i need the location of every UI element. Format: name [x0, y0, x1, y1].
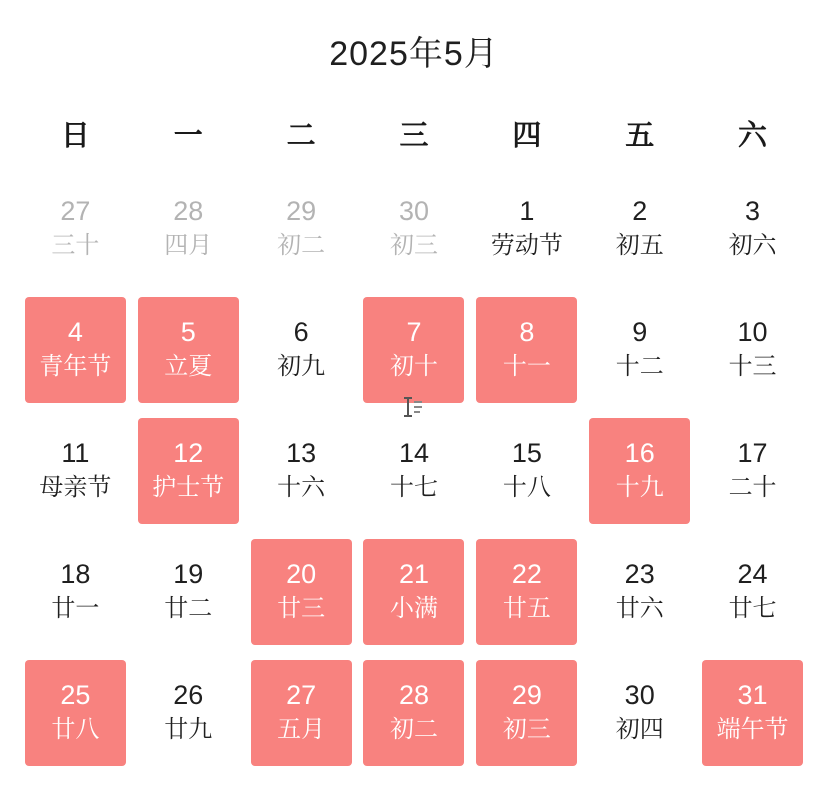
- calendar-day[interactable]: [702, 660, 803, 766]
- day-number: 10: [737, 317, 768, 348]
- day-number: 5: [180, 317, 196, 348]
- day-number: 29: [511, 680, 542, 711]
- calendar-cell[interactable]: [470, 168, 583, 289]
- calendar-cell[interactable]: [19, 168, 132, 289]
- calendar-day[interactable]: [476, 176, 577, 282]
- calendar-cell[interactable]: [358, 410, 471, 531]
- calendar-day[interactable]: [25, 176, 126, 282]
- day-number: 17: [737, 438, 768, 469]
- calendar-day[interactable]: [476, 660, 577, 766]
- day-lunar-label: 廿一: [51, 595, 100, 623]
- day-lunar-label: 三十: [51, 232, 100, 260]
- calendar-day[interactable]: [363, 297, 464, 403]
- day-number: 6: [293, 317, 309, 348]
- day-lunar-label: 小满: [389, 595, 438, 623]
- day-number: 14: [398, 438, 429, 469]
- calendar-day[interactable]: [702, 297, 803, 403]
- day-lunar-label: 初六: [728, 232, 777, 260]
- day-lunar-label: 十九: [615, 474, 664, 502]
- calendar-day[interactable]: [251, 418, 352, 524]
- day-lunar-label: 五月: [277, 716, 326, 744]
- calendar-cell[interactable]: [583, 652, 696, 773]
- calendar-cell[interactable]: [132, 652, 245, 773]
- page-title: 2025年5月: [329, 35, 499, 73]
- calendar-day[interactable]: [138, 539, 239, 645]
- day-lunar-label: 廿五: [502, 595, 551, 623]
- calendar-day[interactable]: [25, 418, 126, 524]
- weekday-wed: 三: [399, 120, 429, 152]
- day-number: 21: [398, 559, 429, 590]
- day-number: 22: [511, 559, 542, 590]
- day-number: 28: [398, 680, 429, 711]
- day-lunar-label: 十三: [728, 353, 777, 381]
- day-lunar-label: 廿六: [615, 595, 664, 623]
- weekday-mon: 一: [173, 120, 203, 152]
- day-number: 18: [60, 559, 91, 590]
- calendar-day[interactable]: [25, 297, 126, 403]
- calendar-cell[interactable]: [696, 531, 809, 652]
- calendar-day[interactable]: [589, 297, 690, 403]
- day-lunar-label: 十八: [502, 474, 551, 502]
- day-lunar-label: 护士节: [152, 474, 225, 502]
- day-number: 27: [60, 196, 91, 227]
- weekday-fri: 五: [625, 120, 655, 152]
- day-number: 8: [519, 317, 535, 348]
- calendar-cell[interactable]: [583, 168, 696, 289]
- calendar-cell[interactable]: [470, 531, 583, 652]
- day-number: 11: [61, 438, 90, 469]
- calendar-day[interactable]: [25, 660, 126, 766]
- day-number: 9: [632, 317, 648, 348]
- day-number: 24: [737, 559, 768, 590]
- day-lunar-label: 母亲节: [39, 474, 112, 502]
- day-number: 27: [286, 680, 317, 711]
- calendar-day[interactable]: [25, 539, 126, 645]
- calendar-day[interactable]: [363, 660, 464, 766]
- weekday-sun: 日: [60, 120, 90, 152]
- calendar-day[interactable]: [251, 660, 352, 766]
- day-lunar-label: 初五: [615, 232, 664, 260]
- day-number: 28: [173, 196, 204, 227]
- calendar-day[interactable]: [363, 539, 464, 645]
- weekday-thu: 四: [512, 120, 542, 152]
- weekday-header-row: [19, 113, 809, 154]
- calendar-cell[interactable]: [470, 652, 583, 773]
- day-lunar-label: 廿二: [164, 595, 213, 623]
- day-number: 26: [173, 680, 204, 711]
- day-lunar-label: 端午节: [716, 716, 789, 744]
- calendar-day[interactable]: [363, 176, 464, 282]
- calendar-cell[interactable]: [245, 168, 358, 289]
- day-lunar-label: 初二: [389, 716, 438, 744]
- day-lunar-label: 立夏: [164, 353, 213, 381]
- calendar-cell[interactable]: [583, 531, 696, 652]
- day-number: 19: [173, 559, 204, 590]
- calendar-day[interactable]: [363, 418, 464, 524]
- day-lunar-label: 二十: [728, 474, 777, 502]
- calendar-day[interactable]: [476, 418, 577, 524]
- calendar-day[interactable]: [702, 418, 803, 524]
- day-number: 12: [173, 438, 204, 469]
- weekday-sat: 六: [738, 120, 768, 152]
- calendar-cell[interactable]: [132, 531, 245, 652]
- day-lunar-label: 初二: [277, 232, 326, 260]
- calendar-day[interactable]: [138, 176, 239, 282]
- calendar-cell[interactable]: [132, 168, 245, 289]
- calendar-grid: [19, 168, 809, 773]
- day-number: 15: [511, 438, 542, 469]
- calendar-cell[interactable]: [245, 410, 358, 531]
- calendar-cell[interactable]: [470, 289, 583, 410]
- day-lunar-label: 十一: [502, 353, 551, 381]
- day-lunar-label: 四月: [164, 232, 213, 260]
- weekday-tue: 二: [286, 120, 316, 152]
- day-number: 30: [398, 196, 429, 227]
- calendar-cell[interactable]: [358, 289, 471, 410]
- calendar-cell[interactable]: [696, 168, 809, 289]
- day-number: 13: [286, 438, 317, 469]
- calendar-cell[interactable]: [19, 289, 132, 410]
- day-lunar-label: 初十: [389, 353, 438, 381]
- calendar-cell[interactable]: [358, 652, 471, 773]
- day-lunar-label: 初三: [502, 716, 551, 744]
- calendar-cell[interactable]: [696, 289, 809, 410]
- day-number: 1: [519, 196, 535, 227]
- day-lunar-label: 初四: [615, 716, 664, 744]
- calendar-cell[interactable]: [358, 168, 471, 289]
- calendar-day[interactable]: [589, 660, 690, 766]
- calendar-day[interactable]: [476, 297, 577, 403]
- day-lunar-label: 十六: [277, 474, 326, 502]
- day-lunar-label: 廿八: [51, 716, 100, 744]
- calendar-cell[interactable]: [19, 410, 132, 531]
- day-number: 25: [60, 680, 91, 711]
- day-number: 31: [737, 680, 768, 711]
- day-number: 29: [286, 196, 317, 227]
- calendar-cell[interactable]: [19, 652, 132, 773]
- calendar-day[interactable]: [251, 539, 352, 645]
- calendar-day[interactable]: [702, 176, 803, 282]
- calendar-cell[interactable]: [19, 531, 132, 652]
- calendar-cell[interactable]: [245, 652, 358, 773]
- day-lunar-label: 青年节: [39, 353, 112, 381]
- calendar-cell[interactable]: [132, 289, 245, 410]
- day-number: 30: [624, 680, 655, 711]
- calendar-cell[interactable]: [245, 531, 358, 652]
- calendar-cell[interactable]: [132, 410, 245, 531]
- day-lunar-label: 廿七: [728, 595, 777, 623]
- day-lunar-label: 十二: [615, 353, 664, 381]
- calendar-cell[interactable]: [583, 410, 696, 531]
- calendar-day[interactable]: [702, 539, 803, 645]
- calendar-cell[interactable]: [583, 289, 696, 410]
- day-number: 7: [406, 317, 422, 348]
- calendar-cell[interactable]: [245, 289, 358, 410]
- day-lunar-label: 初三: [389, 232, 438, 260]
- day-lunar-label: 廿三: [277, 595, 326, 623]
- calendar-day[interactable]: [589, 176, 690, 282]
- calendar-day[interactable]: [589, 539, 690, 645]
- day-lunar-label: 初九: [277, 353, 326, 381]
- day-number: 23: [624, 559, 655, 590]
- calendar-day[interactable]: [138, 660, 239, 766]
- calendar-day[interactable]: [251, 176, 352, 282]
- calendar-day[interactable]: [251, 297, 352, 403]
- calendar-cell[interactable]: [358, 531, 471, 652]
- day-number: 3: [745, 196, 761, 227]
- calendar-day[interactable]: [138, 297, 239, 403]
- day-number: 4: [67, 317, 83, 348]
- day-number: 16: [624, 438, 655, 469]
- calendar-cell[interactable]: [696, 652, 809, 773]
- day-number: 20: [286, 559, 317, 590]
- day-lunar-label: 十七: [389, 474, 438, 502]
- calendar-cell[interactable]: [696, 410, 809, 531]
- calendar-cell[interactable]: [470, 410, 583, 531]
- day-number: 2: [632, 196, 648, 227]
- calendar-day[interactable]: [138, 418, 239, 524]
- calendar-day[interactable]: [589, 418, 690, 524]
- day-lunar-label: 劳动节: [490, 232, 563, 260]
- day-lunar-label: 廿九: [164, 716, 213, 744]
- calendar-day[interactable]: [476, 539, 577, 645]
